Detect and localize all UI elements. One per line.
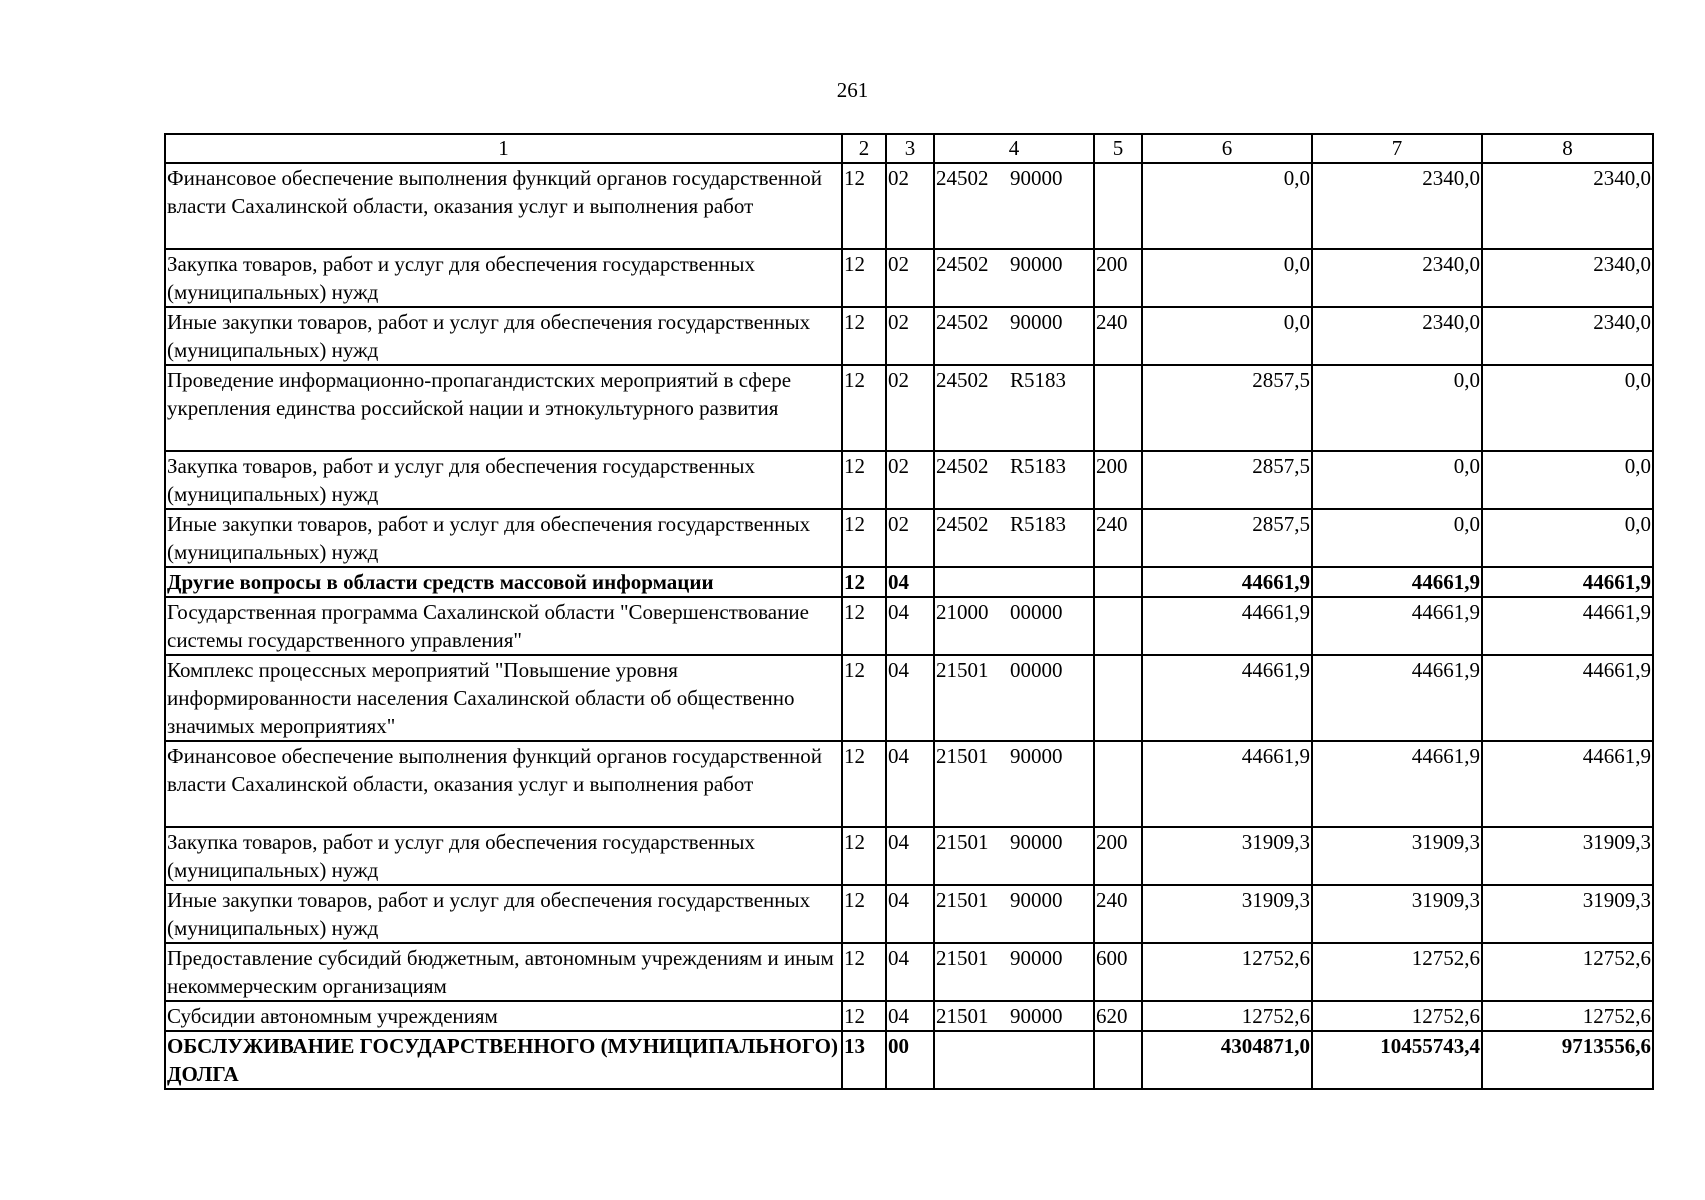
target-article-code xyxy=(934,741,1094,827)
subsection-code: 02 xyxy=(886,365,934,451)
amount-col-6: 4304871,0 xyxy=(1142,1031,1312,1089)
amount-col-6: 0,0 xyxy=(1142,249,1312,307)
table-row xyxy=(165,943,1653,1001)
amount-col-8: 31909,3 xyxy=(1482,827,1653,885)
amount-col-6: 31909,3 xyxy=(1142,885,1312,943)
subsection-code: 02 xyxy=(886,451,934,509)
section-code: 12 xyxy=(842,509,886,567)
amount-col-7: 10455743,4 xyxy=(1312,1031,1482,1089)
expense-type-code xyxy=(1094,741,1142,827)
amount-col-8: 12752,6 xyxy=(1482,943,1653,1001)
amount-col-7: 0,0 xyxy=(1312,451,1482,509)
section-code: 12 xyxy=(842,597,886,655)
amount-col-8: 31909,3 xyxy=(1482,885,1653,943)
program-code: 24502 xyxy=(936,252,989,276)
amount-col-7: 2340,0 xyxy=(1312,307,1482,365)
direction-code: 90000 xyxy=(1010,166,1063,190)
program-code: 24502 xyxy=(936,166,989,190)
amount-col-8: 2340,0 xyxy=(1482,307,1653,365)
col-header-5: 5 xyxy=(1094,134,1142,163)
table-row xyxy=(165,567,1653,597)
subsection-code: 04 xyxy=(886,885,934,943)
direction-code: 00000 xyxy=(1010,600,1063,624)
section-code: 13 xyxy=(842,1031,886,1089)
target-article-code xyxy=(934,885,1094,943)
table-row xyxy=(165,1031,1653,1089)
direction-code: 90000 xyxy=(1010,830,1063,854)
amount-col-7: 31909,3 xyxy=(1312,885,1482,943)
subsection-code: 04 xyxy=(886,741,934,827)
target-article-code xyxy=(934,1031,1094,1089)
amount-col-6: 44661,9 xyxy=(1142,741,1312,827)
program-code: 21501 xyxy=(936,946,989,970)
section-code: 12 xyxy=(842,567,886,597)
target-article-code xyxy=(934,163,1094,249)
amount-col-8: 0,0 xyxy=(1482,509,1653,567)
budget-table xyxy=(164,133,1654,1090)
amount-col-6: 31909,3 xyxy=(1142,827,1312,885)
amount-col-7: 12752,6 xyxy=(1312,1001,1482,1031)
expense-type-code: 600 xyxy=(1094,943,1142,1001)
target-article-code xyxy=(934,827,1094,885)
amount-col-6: 0,0 xyxy=(1142,307,1312,365)
table-row xyxy=(165,885,1653,943)
program-code: 24502 xyxy=(936,512,989,536)
row-description: Закупка товаров, работ и услуг для обеспечения государственных (муниципальных) нужд xyxy=(165,827,842,885)
row-description: Иные закупки товаров, работ и услуг для обеспечения государственных (муниципальных) нужд xyxy=(165,307,842,365)
row-description: Субсидии автономным учреждениям xyxy=(165,1001,842,1031)
subsection-code: 04 xyxy=(886,567,934,597)
expense-type-code xyxy=(1094,1031,1142,1089)
col-header-1: 1 xyxy=(165,134,842,163)
amount-col-8: 44661,9 xyxy=(1482,655,1653,741)
direction-code: 90000 xyxy=(1010,310,1063,334)
section-code: 12 xyxy=(842,451,886,509)
row-description: Иные закупки товаров, работ и услуг для обеспечения государственных (муниципальных) нужд xyxy=(165,509,842,567)
expense-type-code: 200 xyxy=(1094,451,1142,509)
section-code: 12 xyxy=(842,365,886,451)
amount-col-7: 2340,0 xyxy=(1312,249,1482,307)
target-article-code xyxy=(934,597,1094,655)
program-code: 21501 xyxy=(936,744,989,768)
subsection-code: 04 xyxy=(886,655,934,741)
direction-code: 90000 xyxy=(1010,1004,1063,1028)
direction-code: R5183 xyxy=(1010,512,1067,536)
program-code: 21501 xyxy=(936,830,989,854)
row-description: Закупка товаров, работ и услуг для обеспечения государственных (муниципальных) нужд xyxy=(165,451,842,509)
expense-type-code xyxy=(1094,365,1142,451)
amount-col-8: 44661,9 xyxy=(1482,567,1653,597)
page-number: 261 xyxy=(836,78,869,102)
subsection-code: 04 xyxy=(886,943,934,1001)
amount-col-7: 12752,6 xyxy=(1312,943,1482,1001)
row-description: Предоставление субсидий бюджетным, автономным учреждениям и иным некоммерческим организациям xyxy=(165,943,842,1001)
col-header-3: 3 xyxy=(886,134,934,163)
section-code: 12 xyxy=(842,249,886,307)
row-description: Закупка товаров, работ и услуг для обеспечения государственных (муниципальных) нужд xyxy=(165,249,842,307)
table-row xyxy=(165,451,1653,509)
expense-type-code xyxy=(1094,597,1142,655)
amount-col-7: 0,0 xyxy=(1312,365,1482,451)
subsection-code: 04 xyxy=(886,1001,934,1031)
program-code: 24502 xyxy=(936,310,989,334)
subsection-code: 04 xyxy=(886,597,934,655)
subsection-code: 02 xyxy=(886,249,934,307)
program-code: 24502 xyxy=(936,454,989,478)
col-header-8: 8 xyxy=(1482,134,1653,163)
expense-type-code: 240 xyxy=(1094,307,1142,365)
target-article-code xyxy=(934,451,1094,509)
section-code: 12 xyxy=(842,163,886,249)
amount-col-8: 44661,9 xyxy=(1482,597,1653,655)
target-article-code xyxy=(934,943,1094,1001)
section-code: 12 xyxy=(842,885,886,943)
amount-col-8: 2340,0 xyxy=(1482,163,1653,249)
amount-col-8: 0,0 xyxy=(1482,365,1653,451)
target-article-code xyxy=(934,307,1094,365)
expense-type-code: 200 xyxy=(1094,827,1142,885)
program-code: 21501 xyxy=(936,888,989,912)
expense-type-code xyxy=(1094,163,1142,249)
program-code: 21501 xyxy=(936,1004,989,1028)
table-row xyxy=(165,741,1653,827)
target-article-code xyxy=(934,1001,1094,1031)
col-header-4: 4 xyxy=(934,134,1094,163)
amount-col-8: 0,0 xyxy=(1482,451,1653,509)
table-row xyxy=(165,249,1653,307)
col-header-7: 7 xyxy=(1312,134,1482,163)
table-row xyxy=(165,597,1653,655)
target-article-code xyxy=(934,509,1094,567)
section-code: 12 xyxy=(842,741,886,827)
amount-col-8: 44661,9 xyxy=(1482,741,1653,827)
subsection-code: 02 xyxy=(886,509,934,567)
target-article-code xyxy=(934,365,1094,451)
target-article-code xyxy=(934,249,1094,307)
table-row xyxy=(165,655,1653,741)
program-code: 21501 xyxy=(936,658,989,682)
expense-type-code: 620 xyxy=(1094,1001,1142,1031)
section-code: 12 xyxy=(842,827,886,885)
row-description: Финансовое обеспечение выполнения функций органов государственной власти Сахалинской области, оказания услуг и выполнения работ xyxy=(165,741,842,827)
program-code: 24502 xyxy=(936,368,989,392)
amount-col-6: 2857,5 xyxy=(1142,365,1312,451)
amount-col-6: 2857,5 xyxy=(1142,509,1312,567)
direction-code: R5183 xyxy=(1010,454,1067,478)
amount-col-8: 2340,0 xyxy=(1482,249,1653,307)
amount-col-7: 31909,3 xyxy=(1312,827,1482,885)
amount-col-7: 44661,9 xyxy=(1312,567,1482,597)
direction-code: 00000 xyxy=(1010,658,1063,682)
amount-col-6: 44661,9 xyxy=(1142,655,1312,741)
section-code: 12 xyxy=(842,1001,886,1031)
row-description: Комплекс процессных мероприятий "Повышение уровня информированности населения Сахалинской области об общественно значимых мероприятиях" xyxy=(165,655,842,741)
row-description: Финансовое обеспечение выполнения функций органов государственной власти Сахалинской области, оказания услуг и выполнения работ xyxy=(165,163,842,249)
amount-col-6: 44661,9 xyxy=(1142,567,1312,597)
table-row xyxy=(165,365,1653,451)
amount-col-7: 44661,9 xyxy=(1312,655,1482,741)
section-code: 12 xyxy=(842,307,886,365)
direction-code: 90000 xyxy=(1010,888,1063,912)
direction-code: 90000 xyxy=(1010,946,1063,970)
direction-code: 90000 xyxy=(1010,744,1063,768)
expense-type-code: 240 xyxy=(1094,885,1142,943)
amount-col-6: 44661,9 xyxy=(1142,597,1312,655)
section-code: 12 xyxy=(842,943,886,1001)
amount-col-7: 44661,9 xyxy=(1312,597,1482,655)
direction-code: R5183 xyxy=(1010,368,1067,392)
target-article-code xyxy=(934,567,1094,597)
amount-col-7: 2340,0 xyxy=(1312,163,1482,249)
header-row xyxy=(165,134,1653,163)
amount-col-7: 0,0 xyxy=(1312,509,1482,567)
table-row xyxy=(165,307,1653,365)
amount-col-6: 2857,5 xyxy=(1142,451,1312,509)
table-row xyxy=(165,827,1653,885)
subsection-code: 02 xyxy=(886,163,934,249)
row-description: Проведение информационно-пропагандистских мероприятий в сфере укрепления единства российской нации и этнокультурного развития xyxy=(165,365,842,451)
expense-type-code: 200 xyxy=(1094,249,1142,307)
amount-col-6: 12752,6 xyxy=(1142,943,1312,1001)
table-row xyxy=(165,509,1653,567)
amount-col-8: 12752,6 xyxy=(1482,1001,1653,1031)
col-header-2: 2 xyxy=(842,134,886,163)
row-description: Иные закупки товаров, работ и услуг для обеспечения государственных (муниципальных) нужд xyxy=(165,885,842,943)
expense-type-code xyxy=(1094,567,1142,597)
subsection-code: 00 xyxy=(886,1031,934,1089)
section-code: 12 xyxy=(842,655,886,741)
program-code: 21000 xyxy=(936,600,989,624)
target-article-code xyxy=(934,655,1094,741)
expense-type-code: 240 xyxy=(1094,509,1142,567)
table-row xyxy=(165,1001,1653,1031)
direction-code: 90000 xyxy=(1010,252,1063,276)
amount-col-6: 0,0 xyxy=(1142,163,1312,249)
amount-col-6: 12752,6 xyxy=(1142,1001,1312,1031)
subsection-code: 02 xyxy=(886,307,934,365)
row-description: ОБСЛУЖИВАНИЕ ГОСУДАРСТВЕННОГО (МУНИЦИПАЛЬНОГО) ДОЛГА xyxy=(165,1031,842,1089)
subsection-code: 04 xyxy=(886,827,934,885)
amount-col-8: 9713556,6 xyxy=(1482,1031,1653,1089)
row-description: Государственная программа Сахалинской области "Совершенствование системы государственного управления" xyxy=(165,597,842,655)
amount-col-7: 44661,9 xyxy=(1312,741,1482,827)
row-description: Другие вопросы в области средств массовой информации xyxy=(165,567,842,597)
col-header-6: 6 xyxy=(1142,134,1312,163)
expense-type-code xyxy=(1094,655,1142,741)
table-row xyxy=(165,163,1653,249)
